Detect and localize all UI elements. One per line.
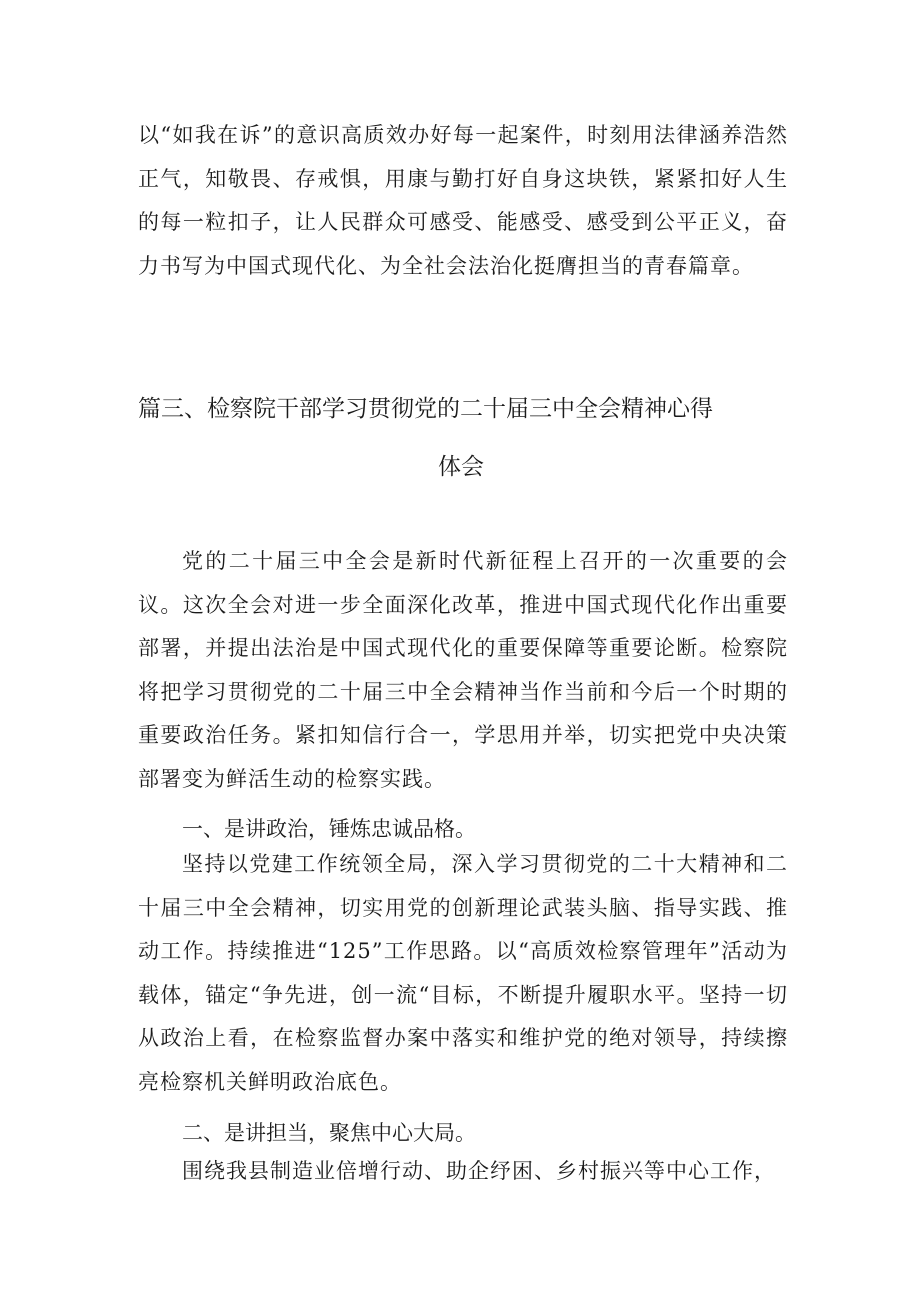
intro-paragraph: 党的二十届三中全会是新时代新征程上召开的一次重要的会议。这次全会对进一步全面深化改革，推进中国式现代化作出重要部署，并提出法治是中国式现代化的重要保障等重要论断。检察院将把学习贯彻党的二十届三中全会精神当作当前和今后一个时期的重要政治任务。紧扣知信行合一，学思用并举，切实把党中央决策部署变为鲜活生动的检察实践。: [138, 549, 788, 791]
body-paragraph-two: 围绕我县制造业倍增行动、助企纾困、乡村振兴等中心工作，: [182, 1159, 776, 1183]
section-title-line-1: 篇三、检察院干部学习贯彻党的二十届三中全会精神心得: [138, 396, 713, 422]
heading-one: 一、是讲政治，锤炼忠诚品格。: [182, 817, 476, 841]
heading-two: 二、是讲担当，聚焦中心大局。: [182, 1121, 476, 1145]
section-title-line-2: 体会: [438, 454, 484, 480]
body-paragraph-one: 坚持以党建工作统领全局，深入学习贯彻党的二十大精神和二十届三中全会精神，切实用党的创新理论武装头脑、指导实践、推动工作。持续推进“125”工作思路。以“高质效检察管理年”活动为载体，锚定“争先进，创一流“目标，不断提升履职水平。坚持一切从政治上看，在检察监督办案中落实和维护党的绝对领导，持续擦亮检察机关鲜明政治底色。: [138, 852, 788, 1094]
continuation-paragraph: 以“如我在诉”的意识高质效办好每一起案件，时刻用法律涵养浩然正气，知敬畏、存戒惧，用康与勤打好自身这块铁，紧紧扣好人生的每一粒扣子，让人民群众可感受、能感受、感受到公平正义，奋力书写为中国式现代化、为全社会法治化挺膺担当的青春篇章。: [138, 123, 788, 278]
